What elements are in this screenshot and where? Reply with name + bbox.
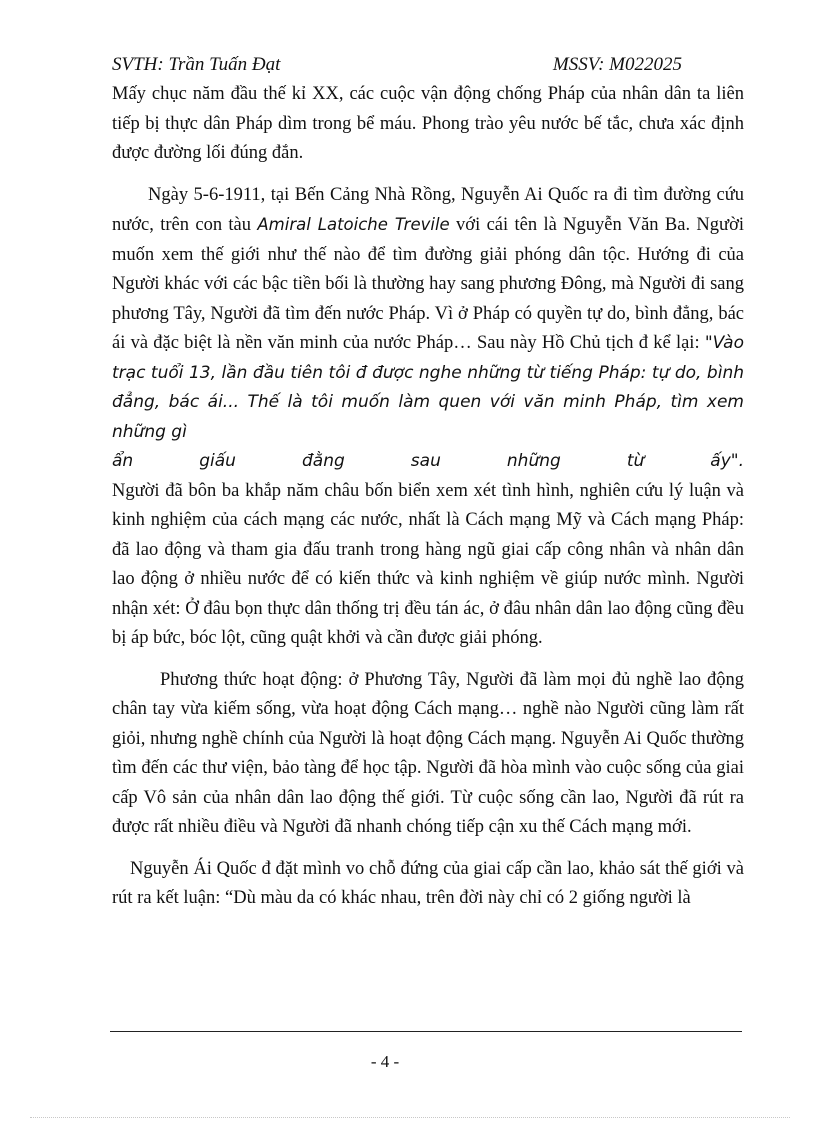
quote-word: ấy". bbox=[710, 451, 744, 471]
quote-word: những bbox=[506, 451, 561, 471]
paragraph-4: Nguyễn Ái Quốc đ đặt mình vo chỗ đứng của giai cấp cần lao, khảo sát thế giới và rút ra kết luận: “Dù màu da có khác nhau, trên đời này chỉ có 2 giống người là bbox=[112, 858, 744, 908]
page-bottom-border bbox=[30, 1117, 790, 1118]
paragraph-2-text-b: với cái tên là Nguyễn Văn Ba. Người muốn xem thế giới như thế nào để tìm đường giải phóng dân tộc. Hướng đi của Người khác với các bậc tiền bối là thường hay sang phương Đông, mà Người đi sang phương Tây, Người đã tìm đến nước Pháp. Vì ở Pháp có quyền tự do, bình đẳng, bác ái và đặc biệt là nền văn minh của nước Pháp… Sau này Hồ Chủ tịch đ kể lại: bbox=[112, 215, 744, 353]
paragraph-2-continued: Người đã bôn ba khắp năm châu bốn biển xem xét tình hình, nghiên cứu lý luận và kinh nghiệm của cách mạng các nước, nhất là Cách mạng Mỹ và Cách mạng Pháp: đã lao động và tham gia đấu tranh trong hàng ngũ giai cấp công nhân và nhân dân lao động ở nhiều nước để có kiến thức và kinh nghiệm về giúp nước mình. Người nhận xét: Ở đâu bọn thực dân thống trị đều tán ác, ở đâu nhân dân lao động cũng đều bị áp bức, bóc lột, cũng quật khởi và cần được giải phóng. bbox=[112, 480, 744, 648]
quotation-last-line bbox=[112, 447, 744, 477]
quote-word: ẩn bbox=[112, 451, 134, 471]
paragraph-1: Mấy chục năm đầu thế kỉ XX, các cuộc vận động chống Pháp của nhân dân ta liên tiếp bị thực dân Pháp dìm trong bể máu. Phong trào yêu nước bế tắc, chưa xác định được đường lối đúng đắn. bbox=[112, 84, 744, 163]
paragraph-3: Phương thức hoạt động: ở Phương Tây, Người đã làm mọi đủ nghề lao động chân tay vừa kiếm sống, vừa hoạt động Cách mạng… nghề nào Người cũng làm rất giỏi, nhưng nghề chính của Người là hoạt động Cách mạng. Nguyễn Ai Quốc thường tìm đến các thư viện, bảo tàng để học tập. Người đã hòa mình vào cuộc sống của giai cấp Vô sản của nhân dân lao động thế giới. Từ cuộc sống cần lao, Người đã rút ra được rất nhiều điều và Người đã nhanh chóng tiếp cận xu thế Cách mạng mới. bbox=[112, 669, 744, 837]
quote-word: từ bbox=[626, 451, 645, 471]
footer-rule bbox=[110, 1031, 742, 1032]
ship-name: Amiral Latoiche Trevile bbox=[257, 215, 450, 234]
student-id: MSSV: M022025 bbox=[552, 54, 682, 75]
document-body bbox=[112, 80, 744, 914]
quote-word: sau bbox=[410, 451, 441, 471]
paragraph-2-text-a: Ngày 5-6-1911, tại Bến Cảng Nhà Rồng, Nguyễn Ai Quốc ra đi tìm đường cứu nước, trên con tàu bbox=[112, 184, 744, 235]
quote-word: đằng bbox=[301, 451, 345, 471]
page-number: - 4 - bbox=[370, 1052, 400, 1071]
quote-word: giấu bbox=[199, 451, 236, 471]
paragraph-2 bbox=[112, 181, 744, 448]
student-name: SVTH: Trần Tuấn Đạt bbox=[112, 54, 281, 75]
quotation: "Vào trạc tuổi 13, lần đầu tiên tôi đ được nghe những từ tiếng Pháp: tự do, bình đẳng, bác ái... Thế là tôi muốn làm quen với văn minh Pháp, tìm xem những gì bbox=[112, 333, 744, 442]
page-header bbox=[112, 54, 682, 80]
